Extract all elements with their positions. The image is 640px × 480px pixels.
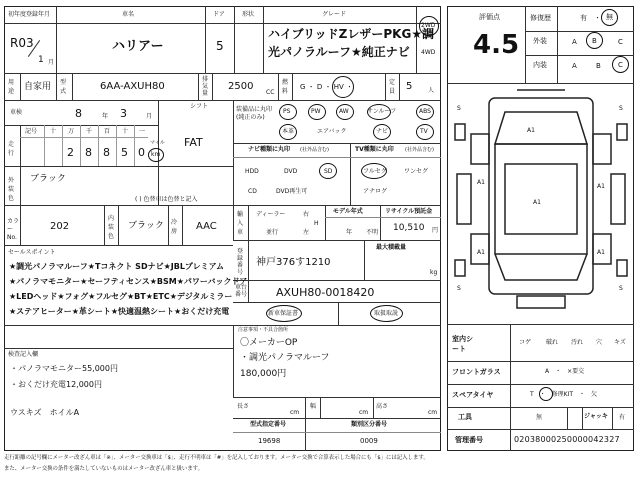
sales-point-4: ★ステアヒーター★革シート★快適温熱シート★おくだけ充電: [9, 307, 230, 316]
mileage-digit-1: 8: [85, 146, 92, 159]
eq-navi: ナビ: [376, 128, 389, 135]
import-dealer: ディーラー: [256, 211, 286, 218]
eq-sunroof: サンルーフ: [367, 108, 397, 115]
navi-label: ナビ種類に丸印: [248, 146, 291, 153]
class-no-value: 0009: [360, 437, 378, 445]
model-year-unit: 年: [346, 229, 353, 236]
import-left: 左: [303, 229, 310, 236]
diagram-s-4: S: [619, 285, 623, 292]
tools-value: 無: [536, 414, 543, 421]
sales-point-2: ★パノラマモニター★セーフティセンス★BSM★パワーバックドア: [9, 277, 248, 286]
equipment-label: 装備品に丸印(純正のみ): [236, 106, 273, 121]
exterior-c: C: [618, 38, 623, 46]
first-reg-month-unit: 月: [48, 59, 55, 66]
mgmt-label: 管理番号: [455, 436, 483, 444]
eq-pw: PW: [311, 108, 321, 115]
interior-b: B: [596, 62, 601, 70]
seat-item-1: コゲ: [519, 339, 532, 346]
color-value: ブラック: [30, 174, 66, 184]
import-right: 右: [303, 211, 310, 218]
ac-value: AAC: [196, 221, 217, 232]
score-value: 4.5: [473, 30, 520, 60]
diagram-s-3: S: [457, 285, 461, 292]
interior-color-label: 内装色: [108, 215, 115, 240]
navi-label-note: (社外品含む): [300, 147, 329, 153]
repair-label: 修復歴: [530, 14, 551, 22]
shape-label: 形状: [242, 11, 255, 18]
mileage-digit-3: 5: [121, 146, 128, 159]
tools-label: 工具: [458, 413, 472, 421]
seat-item-3: 汚れ: [571, 339, 584, 346]
grade-line1: ハイブリッドZレザーPKG★調: [268, 27, 435, 41]
type-label: 型式: [60, 79, 67, 95]
mile-label: マイル: [150, 140, 165, 146]
diagram-mark-5: A1: [477, 249, 485, 256]
capacity-label: 定員: [389, 79, 396, 95]
color-code-value: 202: [50, 221, 70, 232]
navi-sd: SD: [324, 168, 333, 175]
repair-no: 無: [606, 13, 613, 21]
navi-dvd: DVD: [284, 168, 298, 175]
diagram-s-2: S: [619, 105, 623, 112]
plate-label: 登録番号: [237, 248, 244, 276]
mileage-label: 走行: [8, 141, 15, 157]
mgmt-value: 02038000250000042327: [514, 435, 620, 444]
digit-label-6: 一: [139, 128, 146, 135]
class-no-label: 類別区分番号: [351, 421, 388, 428]
manual: 取説: [386, 310, 399, 317]
seat-item-2: 破れ: [546, 339, 559, 346]
color-label: 外装色: [8, 177, 15, 202]
interior-label: 内装: [533, 61, 547, 69]
eq-abs: ABS: [419, 108, 431, 115]
width-unit: cm: [359, 409, 369, 416]
sales-points-label: セールスポイント: [8, 249, 56, 256]
eq-aw: AW: [339, 108, 349, 115]
weight-label: 最大積載量: [376, 244, 407, 251]
new-car-warranty-circle: [266, 305, 302, 322]
diagram-mark-3: A1: [597, 183, 605, 190]
seat-item-4: 穴: [596, 339, 603, 346]
model-label: 車名: [122, 11, 135, 18]
cc-unit: CC: [266, 89, 275, 96]
tv-fullseg: フルセグ: [363, 168, 387, 175]
km-label: km: [151, 151, 161, 158]
recycle-yen: 円: [432, 227, 439, 234]
recycle-value: 10,510: [393, 223, 425, 233]
digit-label-0: 記号: [25, 128, 38, 135]
notes-label: 注意事項・不具合箇所: [238, 327, 289, 333]
diagram-mark-6: A1: [597, 249, 605, 256]
inspection-month-unit: 月: [146, 113, 153, 120]
import-label: 輸入車: [237, 211, 244, 236]
recycle-label: リサイクル預託金: [385, 208, 433, 215]
grade-label: グレード: [322, 11, 347, 18]
notes-line-1: 〇メーカーOP: [240, 338, 298, 348]
inspector-label: 検査記入欄: [8, 351, 39, 358]
jack-value: 有: [619, 414, 626, 421]
drive-4wd: 4WD: [421, 49, 436, 56]
repair-dot: ・: [594, 14, 601, 22]
width-label: 幅: [310, 403, 317, 410]
mileage-digit-4: 0: [138, 146, 145, 159]
tv-analog: アナログ: [363, 188, 388, 195]
tv-label: TV種類に丸印: [355, 146, 394, 153]
digit-label-1: 十: [50, 128, 57, 135]
mileage-digit-0: 2: [67, 146, 74, 159]
glass-value: A ・ ×要交: [545, 368, 585, 375]
use-value: 自家用: [24, 82, 52, 92]
repair-yes: 有: [580, 14, 587, 22]
interior-c: C: [618, 61, 623, 69]
eq-ps: PS: [283, 108, 291, 115]
new-car-warranty: 新車保証書: [268, 310, 299, 317]
spare-kit-circle: [539, 387, 553, 401]
capacity-unit: 人: [428, 87, 435, 94]
eq-tv: TV: [420, 128, 428, 135]
cc-label: 排気量: [202, 76, 209, 97]
color-note: ( ) 色替車は色替と記入: [135, 196, 198, 203]
chassis-value: AXUH80-0018420: [276, 286, 375, 299]
shift-label: シフト: [190, 103, 209, 110]
inspection-month: 3: [120, 107, 127, 120]
spare-value: T ・ 修理KIT ・ 欠: [530, 391, 598, 398]
fuel-value: G ・ D ・ HV ・: [300, 83, 353, 91]
length-unit: cm: [290, 409, 300, 416]
import-parallel: 並行: [266, 229, 279, 236]
diagram-mark-1: A1: [527, 127, 535, 134]
fuel-label: 燃料: [282, 79, 289, 95]
diagram-s-1: S: [457, 105, 461, 112]
spare-label: スペアタイヤ: [452, 391, 494, 399]
digit-label-4: 百: [104, 128, 111, 135]
height-label: 高さ: [376, 403, 389, 410]
exterior-label: 外装: [533, 37, 547, 45]
digit-label-5: 十: [122, 128, 129, 135]
notes-line-3: 180,000円: [240, 369, 287, 379]
digit-label-3: 千: [86, 128, 93, 135]
jack-label: ジャッキ: [584, 413, 608, 420]
navi-cd: CD: [248, 188, 257, 195]
seat-label: 室内シート: [452, 335, 473, 353]
chassis-label: 車台番号: [235, 284, 248, 298]
inspection-year-unit: 年: [102, 113, 109, 120]
footer-line-1: 走行距離の記号欄にメーター改ざん車は「※」、メーター交換車は「$」、走行不明車は「#」を記入しております。メーター交換で合算表示した場合にも「$」には記入します。: [4, 455, 429, 461]
diagram-mark-2: A1: [477, 179, 485, 186]
color-code-label: カラーNo.: [7, 218, 20, 241]
type-no-label: 型式指定番号: [250, 421, 287, 428]
first-reg-label: 初年度登録年月: [8, 11, 51, 18]
eq-leather: 本革: [282, 128, 295, 135]
drive-2wd: 2WD: [421, 22, 436, 29]
inspection-label: 車検: [10, 109, 23, 116]
glass-label: フロントガラス: [452, 368, 501, 376]
sales-point-1: ★調光パノラマルーフ★Tコネクト SDナビ★JBLプレミアム: [9, 262, 225, 271]
inspector-line-1: ・パノラマモニター55,000円: [10, 364, 118, 373]
fuel-hv-circle: [332, 76, 354, 98]
manual-prefix: 取扱: [374, 310, 387, 317]
doors-label: ドア: [213, 11, 225, 18]
first-reg-month: 1: [38, 55, 44, 65]
doors-value: 5: [216, 39, 224, 53]
mileage-digit-2: 8: [103, 146, 110, 159]
first-reg-value: R03: [10, 36, 34, 50]
grade-line2: 光パノラルーフ★純正ナビ: [268, 45, 410, 59]
notes-line-2: ・調光パノラマルーフ: [240, 353, 330, 363]
interior-color-value: ブラック: [128, 221, 164, 231]
inspector-line-2: ・おくだけ充電12,000円: [10, 380, 102, 389]
use-label: 用途: [8, 79, 15, 95]
ac-label: 冷房: [171, 219, 178, 235]
tv-label-note: (社外品含む): [405, 147, 434, 153]
model-year-label: モデル年式: [333, 208, 363, 215]
sales-point-3: ★LEDヘッド★フォグ★フルセグ★BT★ETC★デジタルミラー: [9, 292, 233, 301]
type-no-value: 19698: [258, 437, 281, 445]
height-unit: cm: [428, 409, 438, 416]
seat-item-5: キズ: [614, 339, 626, 346]
exterior-b: B: [592, 37, 597, 45]
capacity-value: 5: [406, 81, 413, 92]
inspection-year: 8: [75, 107, 82, 120]
interior-a: A: [572, 62, 577, 70]
length-label: 長さ: [237, 403, 250, 410]
model-value: ハリアー: [112, 39, 164, 54]
import-handle: H: [314, 220, 319, 227]
model-year-unknown: 不明: [366, 229, 379, 236]
eq-airbag: エアバック: [317, 128, 347, 135]
navi-hdd: HDD: [245, 168, 259, 175]
inspector-line-3: ウスキズ ホイルA: [10, 408, 80, 417]
car-damage-diagram: [447, 84, 634, 324]
type-value: 6AA-AXUH80: [100, 81, 165, 92]
digit-label-2: 万: [68, 128, 75, 135]
diagram-mark-4: A1: [533, 199, 541, 206]
navi-dvd-play: DVD再生可: [276, 188, 308, 195]
shift-value: FAT: [184, 136, 203, 149]
plate-value: 神戸376す1210: [256, 257, 331, 268]
score-label: 評価点: [479, 13, 500, 21]
tv-oneseg: ワンセグ: [404, 168, 429, 175]
footer-line-2: また、メーター交換の条件を満たしていないものはメーター改ざん車と扱います。: [4, 466, 204, 472]
weight-unit: kg: [430, 269, 438, 276]
manual-circle: [370, 305, 403, 322]
exterior-a: A: [572, 38, 577, 46]
cc-value: 2500: [228, 81, 254, 92]
